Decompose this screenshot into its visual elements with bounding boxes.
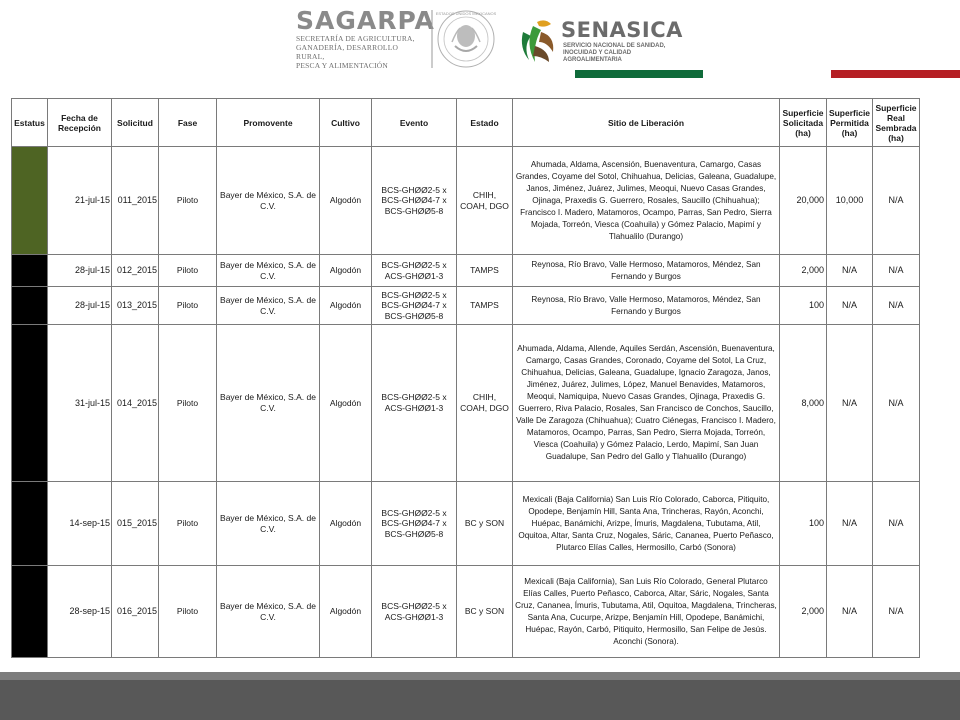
col-header-fecha: Fecha de Recepción: [48, 99, 112, 147]
status-cell: [12, 482, 48, 566]
col-header-solicitada: Superficie Solicitada (ha): [780, 99, 827, 147]
solicitud-cell: 012_2015: [112, 255, 159, 287]
fase-cell: Piloto: [159, 566, 217, 658]
solicitud-cell: 011_2015: [112, 147, 159, 255]
sagarpa-logo: [296, 6, 435, 70]
solicitada-cell: 2,000: [780, 255, 827, 287]
senasica-emblem-icon: [515, 12, 559, 66]
solicitud-cell: 016_2015: [112, 566, 159, 658]
real-cell: N/A: [873, 255, 920, 287]
evento-cell: BCS-GHØØ2-5 x ACS-GHØØ1-3: [372, 566, 457, 658]
col-header-estatus: Estatus: [12, 99, 48, 147]
sitio-cell: Reynosa, Río Bravo, Valle Hermoso, Matamoros, Méndez, San Fernando y Burgos: [513, 255, 780, 287]
promovente-cell: Bayer de México, S.A. de C.V.: [217, 325, 320, 482]
sitio-cell: Mexicali (Baja California), San Luis Río Colorado, General Plutarco Elías Calles, Puerto Peñasco, Caborca, Altar, Sáric, Nogales, Santa Cruz, Cananea, Ímuris, Tubutama, Atil, Oquitoa, Magdalena, Trincheras, Santa Ana, Cucurpe, Arizpe, Benjamín Hill, Opodepe, Banámichi, Huépac, Rayón, Carbó, Pitiquito, Hermosillo, San Felipe de Jesús. Aconchi (Sonora).: [513, 566, 780, 658]
cultivo-cell: Algodón: [320, 325, 372, 482]
flag-bar-white: [703, 70, 831, 78]
fase-cell: Piloto: [159, 482, 217, 566]
col-header-fase: Fase: [159, 99, 217, 147]
permitida-cell: N/A: [827, 482, 873, 566]
col-header-evento: Evento: [372, 99, 457, 147]
senasica-logo: [515, 12, 683, 68]
status-cell: [12, 255, 48, 287]
real-cell: N/A: [873, 482, 920, 566]
col-header-real: Superficie Real Sembrada (ha): [873, 99, 920, 147]
cultivo-cell: Algodón: [320, 287, 372, 325]
sagarpa-name: SAGARPA: [296, 6, 435, 35]
permitida-cell: N/A: [827, 255, 873, 287]
promovente-cell: Bayer de México, S.A. de C.V.: [217, 482, 320, 566]
senasica-subtitle-3: AGROALIMENTARIA: [563, 57, 622, 63]
permitida-cell: N/A: [827, 566, 873, 658]
real-cell: N/A: [873, 566, 920, 658]
fase-cell: Piloto: [159, 287, 217, 325]
cultivo-cell: Algodón: [320, 147, 372, 255]
fecha-cell: 28-sep-15: [48, 566, 112, 658]
solicitada-cell: 100: [780, 482, 827, 566]
solicitud-cell: 015_2015: [112, 482, 159, 566]
cultivo-cell: Algodón: [320, 566, 372, 658]
evento-cell: BCS-GHØØ2-5 x BCS-GHØØ4-7 x BCS-GHØØ5-8: [372, 287, 457, 325]
solicitud-cell: 014_2015: [112, 325, 159, 482]
header: [0, 0, 960, 78]
table-row: [12, 255, 920, 287]
col-header-cultivo: Cultivo: [320, 99, 372, 147]
release-permits-table: [11, 98, 920, 658]
solicitada-cell: 100: [780, 287, 827, 325]
senasica-subtitle-2: INOCUIDAD Y CALIDAD: [563, 50, 632, 56]
fase-cell: Piloto: [159, 325, 217, 482]
fecha-cell: 31-jul-15: [48, 325, 112, 482]
col-header-promovente: Promovente: [217, 99, 320, 147]
solicitud-cell: 013_2015: [112, 287, 159, 325]
sitio-cell: Ahumada, Aldama, Allende, Aquiles Serdán, Ascensión, Buenaventura, Camargo, Casas Grandes, Coronado, Coyame del Sotol, La Cruz, Chihuahua, Delicias, Galeana, Guadalupe, Ignacio Zaragoza, Janos, Jiménez, Juárez, Julimes, López, Manuel Benavides, Matamoros, Meoqui, Namiquipa, Nuevo Casas Grandes, Ojinaga, Praxedis G. Guerrero, Riva Palacio, Rosales, San Francisco de Conchos, Saucillo, Valle De Zaragoza (Chihuahua); Cuatro Ciénegas, Francisco I. Madero, Matamoros, Ocampo, Parras, San Pedro, Sierra Mojada, Torreón, Viesca (Coahuila) y Gómez Palacio, Lerdo, Mapimí, San Juan Guadalupe, San Pedro del Gallo y Tlahualilo (Durango): [513, 325, 780, 482]
seal-label: ESTADOS UNIDOS MEXICANOS: [435, 11, 496, 16]
footer-stripe: [0, 672, 960, 680]
status-cell: [12, 325, 48, 482]
estado-cell: CHIH, COAH, DGO: [457, 325, 513, 482]
fecha-cell: 14-sep-15: [48, 482, 112, 566]
real-cell: N/A: [873, 147, 920, 255]
estado-cell: TAMPS: [457, 287, 513, 325]
promovente-cell: Bayer de México, S.A. de C.V.: [217, 255, 320, 287]
flag-bar-green: [575, 70, 703, 78]
solicitada-cell: 2,000: [780, 566, 827, 658]
mexico-seal-icon: [430, 6, 496, 72]
real-cell: N/A: [873, 287, 920, 325]
sagarpa-subtitle-3: PESCA Y ALIMENTACIÓN: [296, 61, 389, 70]
table-row: [12, 566, 920, 658]
cultivo-cell: Algodón: [320, 482, 372, 566]
sitio-cell: Reynosa, Río Bravo, Valle Hermoso, Matamoros, Méndez, San Fernando y Burgos: [513, 287, 780, 325]
sagarpa-subtitle-1: SECRETARÍA DE AGRICULTURA,: [296, 34, 415, 43]
fecha-cell: 21-jul-15: [48, 147, 112, 255]
col-header-estado: Estado: [457, 99, 513, 147]
col-header-sitio: Sitio de Liberación: [513, 99, 780, 147]
col-header-permitida: Superficie Permitida (ha): [827, 99, 873, 147]
estado-cell: CHIH, COAH, DGO: [457, 147, 513, 255]
status-cell: [12, 147, 48, 255]
footer-bar: [0, 680, 960, 720]
promovente-cell: Bayer de México, S.A. de C.V.: [217, 287, 320, 325]
senasica-subtitle-1: SERVICIO NACIONAL DE SANIDAD,: [563, 43, 666, 49]
status-cell: [12, 566, 48, 658]
table-row: [12, 147, 920, 255]
evento-cell: BCS-GHØØ2-5 x BCS-GHØØ4-7 x BCS-GHØØ5-8: [372, 482, 457, 566]
solicitada-cell: 8,000: [780, 325, 827, 482]
sitio-cell: Ahumada, Aldama, Ascensión, Buenaventura, Camargo, Casas Grandes, Coyame del Sotol, Chihuahua, Delicias, Galeana, Guadalupe, Janos, Jiménez, Juárez, Julimes, Meoqui, Nuevo Casas Grandes, Ojinaga, Praxedis G. Guerrero, Rosales, Saucillo (Chihuahua); Francisco I. Madero, Matamoros, Ocampo, Parras, San Pedro, Sierra Mojada, Torreón, Viesca (Coahuila) y Gómez Palacio, Mapimí y Tlahualilo (Durango): [513, 147, 780, 255]
cultivo-cell: Algodón: [320, 255, 372, 287]
fecha-cell: 28-jul-15: [48, 287, 112, 325]
evento-cell: BCS-GHØØ2-5 x ACS-GHØØ1-3: [372, 255, 457, 287]
estado-cell: TAMPS: [457, 255, 513, 287]
table-row: [12, 325, 920, 482]
sagarpa-subtitle-2: GANADERÍA, DESARROLLO RURAL,: [296, 43, 399, 61]
col-header-solicitud: Solicitud: [112, 99, 159, 147]
flag-bar-red: [831, 70, 960, 78]
real-cell: N/A: [873, 325, 920, 482]
flag-color-bar: [575, 70, 960, 78]
senasica-name: SENASICA: [561, 18, 683, 42]
permitida-cell: 10,000: [827, 147, 873, 255]
sitio-cell: Mexicali (Baja California) San Luis Río Colorado, Caborca, Pitiquito, Opodepe, Benjamín Hill, Santa Ana, Trincheras, Rayón, Aconchi, Huépac, Banámichi, Arizpe, Ímuris, Magdalena, Tubutama, Atil, Oquitoa, Altar, Santa Cruz, Nogales, Sáric, Cananea, Puerto Peñasco, Plutarco Elías Calles, Hermosillo, Carbó (Sonora): [513, 482, 780, 566]
permitida-cell: N/A: [827, 325, 873, 482]
status-cell: [12, 287, 48, 325]
evento-cell: BCS-GHØØ2-5 x BCS-GHØØ4-7 x BCS-GHØØ5-8: [372, 147, 457, 255]
table-header-row: [12, 99, 920, 147]
release-permits-table-container: [11, 98, 919, 658]
estado-cell: BC y SON: [457, 482, 513, 566]
permitida-cell: N/A: [827, 287, 873, 325]
fase-cell: Piloto: [159, 255, 217, 287]
estado-cell: BC y SON: [457, 566, 513, 658]
evento-cell: BCS-GHØØ2-5 x ACS-GHØØ1-3: [372, 325, 457, 482]
solicitada-cell: 20,000: [780, 147, 827, 255]
table-row: [12, 482, 920, 566]
fase-cell: Piloto: [159, 147, 217, 255]
fecha-cell: 28-jul-15: [48, 255, 112, 287]
promovente-cell: Bayer de México, S.A. de C.V.: [217, 566, 320, 658]
table-row: [12, 287, 920, 325]
senasica-subtitle: [563, 43, 673, 64]
promovente-cell: Bayer de México, S.A. de C.V.: [217, 147, 320, 255]
